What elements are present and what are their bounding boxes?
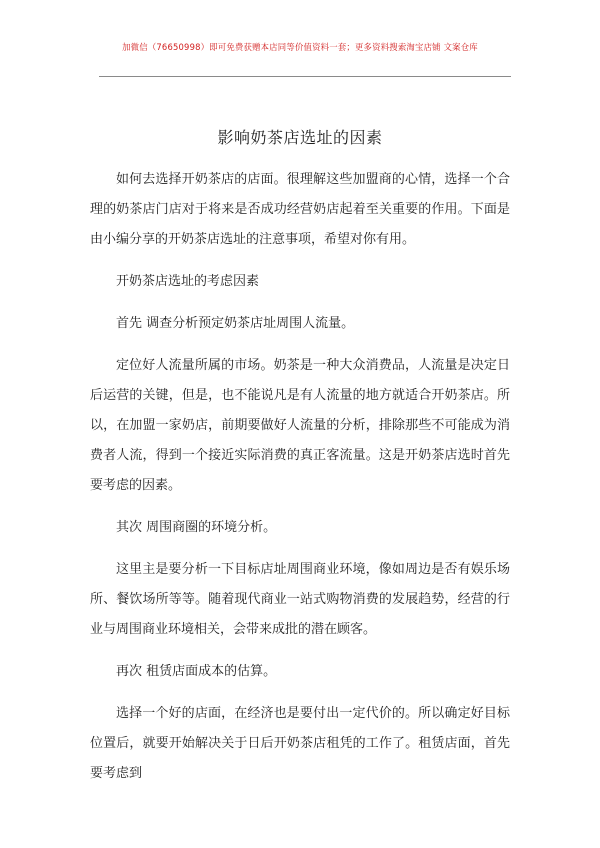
point-heading-first: 首先 调查分析预定奶茶店址周围人流量。 <box>116 316 355 331</box>
body-paragraph: 这里主是要分析一下目标店址周围商业环境，像如周边是否有娱乐场所、餐饮场所等等。随着现代商业一站式购物消费的发展趋势，经营的行业与周围商业环境相关，会带来成批的潜在顾客。 <box>90 562 510 637</box>
header-promo-note: 加微信（76650998）即可免费获赠本店同等价值资料一套；更多资料搜索淘宝店铺 文案仓库 <box>122 42 478 52</box>
body-paragraph: 定位好人流量所属的市场。奶茶是一种大众消费品，人流量是决定日后运营的关键，但是，也不能说凡是有人流量的地方就适合开奶茶店。所以，在加盟一家奶店，前期要做好人流量的分析，排除那些不可能成为消费者人流，得到一个接近实际消费的真正客流量。这是开奶茶店选时首先要考虑的因素。 <box>90 358 510 493</box>
document-title: 影响奶茶店选址的因素 <box>217 128 383 147</box>
body-paragraph: 选择一个好的店面，在经济也是要付出一定代价的。所以确定好目标位置后，就要开始解决关于日后开奶茶店租凭的工作了。租赁店面，首先要考虑到 <box>90 706 510 781</box>
intro-paragraph: 如何去选择开奶茶店的店面。很理解这些加盟商的心情，选择一个合理的奶茶店门店对于将来是否成功经营奶店起着至关重要的作用。下面是由小编分享的开奶茶店选址的注意事项，希望对你有用。 <box>90 172 510 247</box>
document-body <box>90 165 510 801</box>
header-divider <box>99 76 511 77</box>
section-heading: 开奶茶店选址的考虑因素 <box>116 274 260 289</box>
point-heading-third: 再次 租赁店面成本的估算。 <box>116 664 277 679</box>
point-heading-second: 其次 周围商圈的环境分析。 <box>116 520 277 535</box>
